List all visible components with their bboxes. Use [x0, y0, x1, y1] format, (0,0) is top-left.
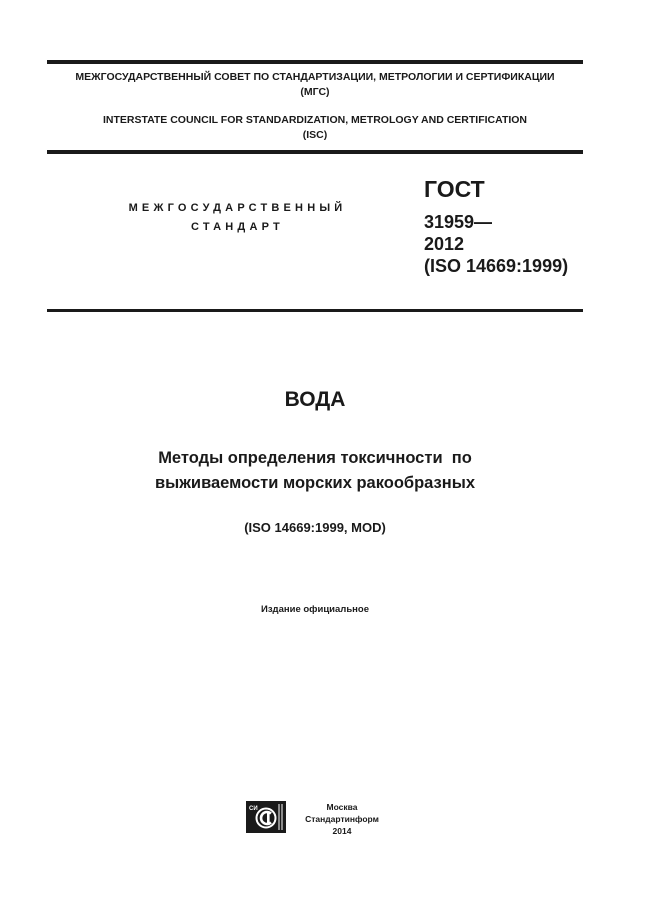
council-ru	[47, 70, 583, 100]
gost-iso-ref: (ISO 14669:1999)	[424, 256, 569, 276]
publisher-city: Москва	[326, 802, 358, 812]
standard-type-line2: СТАНДАРТ	[191, 221, 284, 233]
gost-designation: ГОСТ	[424, 176, 485, 202]
standartinform-logo	[246, 801, 286, 833]
publisher-name: Стандартинформ	[305, 814, 379, 824]
designation-rule	[47, 309, 583, 312]
modification-ref: (ISO 14669:1999, MOD)	[244, 520, 386, 535]
gost-year: 2012	[424, 234, 465, 254]
council-ru-line2: (МГС)	[300, 86, 330, 98]
publisher-year: 2014	[332, 826, 352, 836]
standard-type	[95, 199, 380, 237]
edition-label: Издание официальное	[261, 604, 369, 615]
top-rule	[47, 60, 583, 64]
council-en	[47, 113, 583, 143]
header-rule	[47, 150, 583, 154]
subtitle-line1: Методы определения токсичности по	[158, 449, 472, 467]
gost-number: 31959—	[424, 212, 493, 232]
council-en-line2: (ISC)	[302, 129, 328, 141]
document-title: ВОДА	[284, 388, 346, 411]
document-subtitle	[47, 446, 583, 496]
gost-number-block	[424, 211, 568, 277]
publisher-block	[296, 801, 388, 837]
logo-text: СИ	[249, 806, 258, 812]
subtitle-line2: выживаемости морских ракообразных	[155, 474, 475, 492]
council-ru-line1: МЕЖГОСУДАРСТВЕННЫЙ СОВЕТ ПО СТАНДАРТИЗАЦИИ, МЕТРОЛОГИИ И СЕРТИФИКАЦИИ	[75, 71, 555, 83]
council-en-line1: INTERSTATE COUNCIL FOR STANDARDIZATION, METROLOGY AND CERTIFICATION	[102, 114, 528, 126]
standard-type-line1: МЕЖГОСУДАРСТВЕННЫЙ	[128, 202, 347, 214]
